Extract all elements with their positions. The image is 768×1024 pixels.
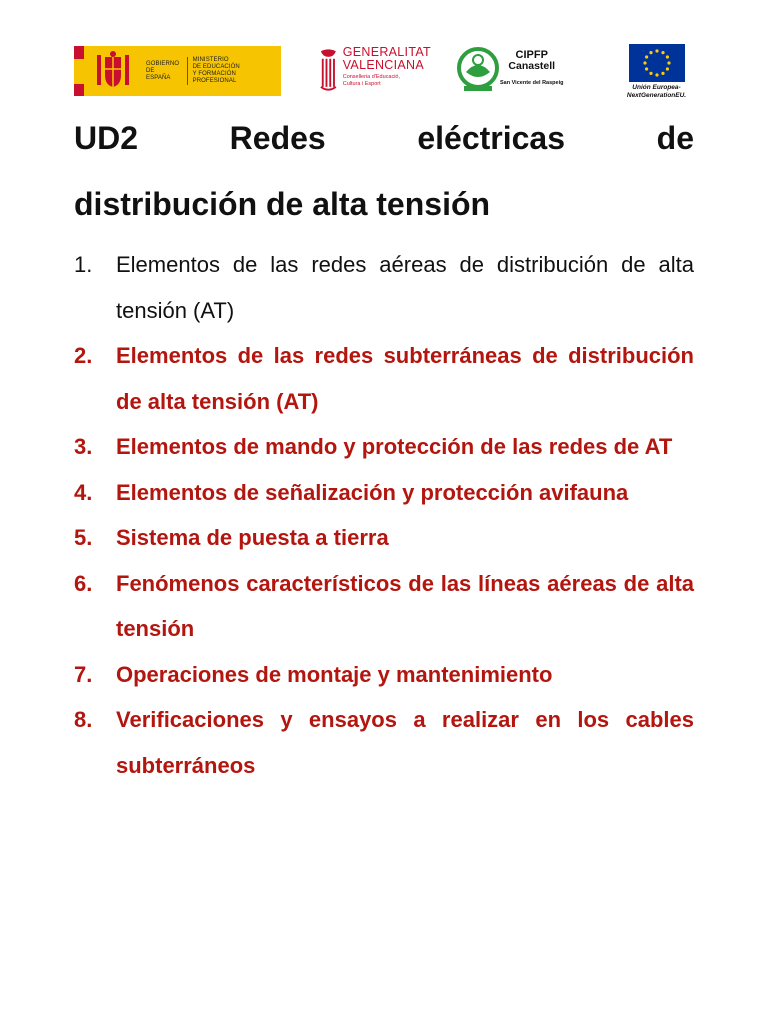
gobierno-text: GOBIERNO DE ESPAÑA	[146, 60, 180, 81]
generalitat-emblem-icon	[319, 46, 338, 94]
toc-number: 7.	[74, 661, 93, 687]
conselleria-text: Conselleria d'Educació, Cultura i Esport	[342, 74, 401, 87]
toc-number: 8.	[74, 707, 93, 732]
eu-next-generation-logo	[619, 44, 694, 104]
title-word: eléctricas	[417, 120, 566, 156]
toc-text: Elementos de señalización y protección avifauna	[116, 479, 629, 505]
toc-number: 5.	[74, 525, 93, 550]
toc-item-2	[74, 333, 694, 424]
toc-text: Sistema de puesta a tierra	[116, 525, 389, 550]
eu-flag-icon	[629, 44, 685, 82]
toc-number: 2.	[74, 343, 93, 368]
toc-item-8	[74, 697, 694, 788]
toc-number: 4.	[74, 479, 93, 505]
toc-text: Verificaciones y ensayos a realizar en los cables subterráneos	[116, 707, 694, 778]
toc-number: 1.	[74, 252, 93, 277]
san-vicente-label: San Vicente del Raspeig	[500, 80, 564, 86]
toc-item-7	[74, 652, 694, 698]
toc-number: 3.	[74, 434, 93, 459]
spain-coat-of-arms-icon	[84, 46, 142, 96]
cipfp-label: CIPFP	[515, 49, 548, 61]
title-word: de	[656, 120, 694, 156]
generalitat-name: GENERALITAT VALENCIANA	[342, 45, 431, 72]
title-word: UD2	[74, 120, 139, 156]
cipfp-canastell-logo	[456, 42, 574, 98]
gobierno-espana-logo	[74, 46, 281, 96]
toc-item-6	[74, 561, 694, 652]
toc-item-3	[74, 424, 694, 470]
generalitat-valenciana-logo	[319, 46, 431, 98]
table-of-contents	[74, 242, 694, 788]
toc-text: Elementos de mando y protección de las redes de AT	[116, 434, 673, 459]
toc-number: 6.	[74, 570, 93, 596]
canastell-emblem-icon	[456, 42, 500, 94]
header-logos	[74, 42, 694, 104]
spain-flag-icon	[74, 46, 84, 96]
ministerio-text: MINISTERIO DE EDUCACIÓN Y FORMACIÓN PROFESIONAL	[187, 57, 281, 85]
toc-text: Elementos de las redes aéreas de distribución de alta tensión (AT)	[116, 252, 694, 323]
canastell-label: Canastell	[508, 60, 556, 72]
toc-item-4	[74, 470, 694, 516]
page-title-line2: distribución de alta tensión	[74, 186, 491, 222]
page-title-line1	[74, 118, 694, 158]
toc-text: Elementos de las redes subterráneas de distribución de alta tensión (AT)	[116, 343, 694, 414]
title-word: Redes	[229, 120, 326, 156]
toc-text: Fenómenos característicos de las líneas aéreas de alta tensión	[116, 570, 694, 641]
toc-item-1	[74, 242, 694, 333]
eu-caption: Unión Europea- NextGenerationEU.	[626, 84, 687, 99]
toc-item-5	[74, 515, 694, 561]
toc-text: Operaciones de montaje y mantenimiento	[116, 661, 553, 687]
